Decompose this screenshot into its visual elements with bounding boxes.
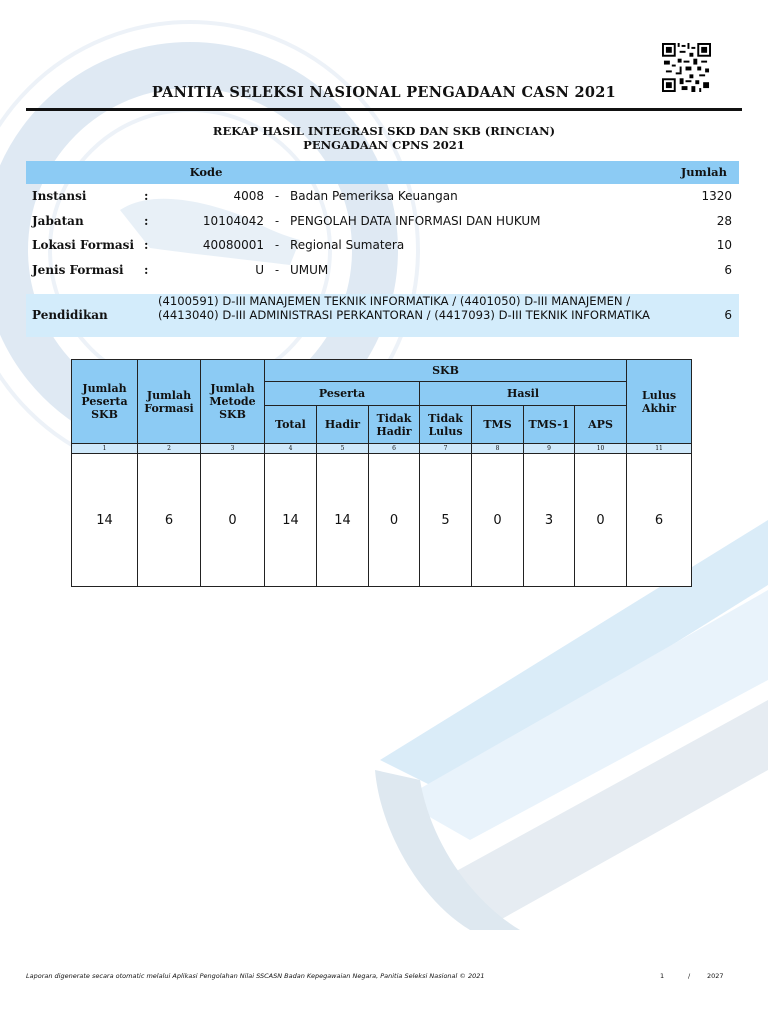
row-label: Jabatan (32, 214, 84, 228)
row-name: PENGOLAH DATA INFORMASI DAN HUKUM (290, 214, 541, 228)
row-count: 6 (724, 263, 732, 277)
th-peserta: Peserta (265, 382, 420, 406)
row-code: U (255, 263, 264, 277)
pendidikan-count: 6 (724, 308, 732, 322)
cell-aps: 0 (575, 454, 627, 587)
report-title-line2: PENGADAAN CPNS 2021 (303, 138, 465, 152)
col-number: 7 (420, 444, 472, 454)
row-dash: - (275, 263, 280, 277)
row-colon: : (144, 263, 149, 277)
row-label: Lokasi Formasi (32, 238, 134, 252)
summary-header-bar (26, 161, 739, 184)
cell-jumlah-metode-skb: 0 (201, 454, 265, 587)
table-header-row (72, 360, 692, 382)
row-name: Badan Pemeriksa Keuangan (290, 189, 458, 203)
row-dash: - (275, 238, 280, 252)
row-instansi (26, 187, 739, 207)
row-count: 28 (716, 214, 732, 228)
row-colon: : (144, 189, 149, 203)
report-title (0, 124, 768, 152)
th-tidak-hadir: Tidak Hadir (369, 406, 420, 444)
pendidikan-bar (26, 294, 739, 337)
row-code: 10104042 (202, 214, 264, 228)
th-tidak-lulus: Tidak Lulus (420, 406, 472, 444)
row-label: Jenis Formasi (32, 263, 124, 277)
th-hasil: Hasil (420, 382, 627, 406)
report-title-line1: REKAP HASIL INTEGRASI SKD DAN SKB (RINCIAN) (212, 124, 556, 138)
col-number: 8 (472, 444, 524, 454)
header-divider (26, 108, 742, 111)
row-colon: : (144, 214, 149, 228)
th-jumlah-metode-skb: Jumlah Metode SKB (201, 360, 265, 444)
pendidikan-label: Pendidikan (32, 308, 108, 322)
cell-jumlah-formasi: 6 (138, 454, 201, 587)
page-separator: / (688, 972, 691, 980)
th-total: Total (265, 406, 317, 444)
column-number-row (72, 444, 692, 454)
row-code: 4008 (233, 189, 264, 203)
org-title: PANITIA SELEKSI NASIONAL PENGADAAN CASN 2021 (151, 84, 617, 101)
row-lokasi-formasi (26, 236, 739, 256)
cell-total: 14 (265, 454, 317, 587)
cell-tms-1: 3 (524, 454, 575, 587)
th-tms-1: TMS-1 (524, 406, 575, 444)
col-number: 6 (369, 444, 420, 454)
th-aps: APS (575, 406, 627, 444)
cell-jumlah-peserta-skb: 14 (72, 454, 138, 587)
pendidikan-text: (4100591) D-III MANAJEMEN TEKNIK INFORMATIKA / (4401050) D-III MANAJEMEN / (4413040) D-III ADMINISTRASI PERKANTORAN / (4417093) D-III TEKNIK INFORMATIKA (158, 294, 650, 322)
col-number: 3 (201, 444, 265, 454)
row-colon: : (144, 238, 149, 252)
row-jabatan (26, 212, 739, 232)
row-jenis-formasi (26, 261, 739, 281)
cell-hadir: 14 (317, 454, 369, 587)
col-number: 10 (575, 444, 627, 454)
col-number: 1 (72, 444, 138, 454)
cell-tidak-hadir: 0 (369, 454, 420, 587)
footer-text: Laporan digenerate secara otomatic melalui Aplikasi Pengolahan Nilai SSCASN Badan Kepegawaian Negara, Panitia Seleksi Nasional © 2021 (26, 972, 485, 980)
col-number: 9 (524, 444, 575, 454)
cell-tms: 0 (472, 454, 524, 587)
row-count: 1320 (701, 189, 732, 203)
th-jumlah-formasi: Jumlah Formasi (138, 360, 201, 444)
col-number: 11 (627, 444, 692, 454)
table-row (72, 454, 692, 587)
th-tms: TMS (472, 406, 524, 444)
row-count: 10 (716, 238, 732, 252)
page-total: 2027 (707, 972, 724, 980)
cell-tidak-lulus: 5 (420, 454, 472, 587)
col-jumlah-label: Jumlah (680, 165, 727, 179)
col-number: 5 (317, 444, 369, 454)
row-name: UMUM (290, 263, 329, 277)
col-number: 4 (265, 444, 317, 454)
row-dash: - (275, 189, 280, 203)
row-label: Instansi (32, 189, 87, 203)
row-name: Regional Sumatera (290, 238, 405, 252)
cell-lulus-akhir: 6 (627, 454, 692, 587)
th-jumlah-peserta-skb: Jumlah Peserta SKB (72, 360, 138, 444)
col-kode-label: Kode (189, 165, 223, 179)
col-number: 2 (138, 444, 201, 454)
page-current: 1 (660, 972, 665, 980)
row-code: 40080001 (202, 238, 264, 252)
th-hadir: Hadir (317, 406, 369, 444)
row-dash: - (275, 214, 280, 228)
th-lulus-akhir: Lulus Akhir (627, 360, 692, 444)
th-skb: SKB (265, 360, 627, 382)
rekap-table (71, 359, 692, 587)
